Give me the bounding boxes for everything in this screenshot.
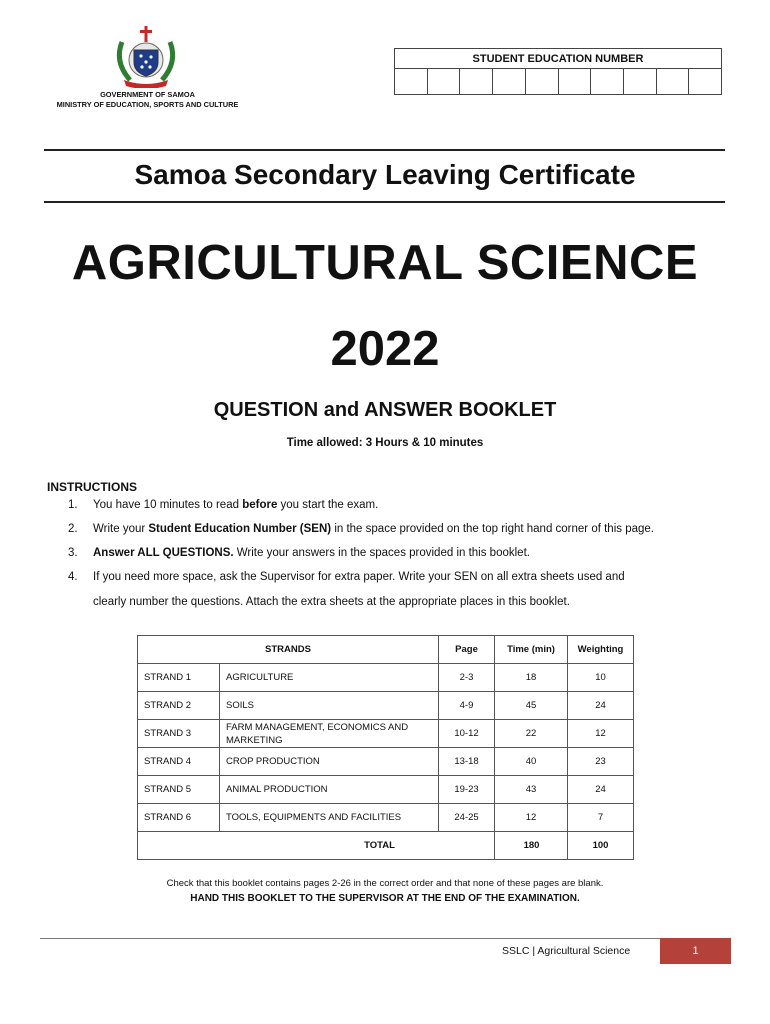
instructions-heading: INSTRUCTIONS bbox=[47, 480, 137, 494]
table-row bbox=[138, 720, 634, 748]
divider bbox=[44, 149, 725, 151]
strand-time: 45 bbox=[495, 692, 568, 720]
footer-label: SSLC | Agricultural Science bbox=[502, 945, 631, 957]
strand-time: 18 bbox=[495, 664, 568, 692]
instruction-text: Answer ALL QUESTIONS. Write your answers in the spaces provided in this booklet. bbox=[93, 547, 530, 559]
instruction-text-continued: clearly number the questions. Attach the extra sheets at the appropriate places in this booklet. bbox=[93, 596, 570, 608]
instruction-text: Write your Student Education Number (SEN) in the space provided on the top right hand corner of this page. bbox=[93, 523, 654, 535]
time-allowed: Time allowed: 3 Hours & 10 minutes bbox=[286, 437, 484, 449]
sen-digit-cell[interactable] bbox=[689, 69, 721, 94]
sen-digit-cell[interactable] bbox=[395, 69, 428, 94]
strand-time: 12 bbox=[495, 804, 568, 832]
strands-table bbox=[137, 635, 634, 860]
samoa-coat-of-arms-icon bbox=[110, 22, 182, 88]
ministry-name: MINISTRY OF EDUCATION, SPORTS AND CULTURE bbox=[56, 100, 239, 109]
strand-time: 43 bbox=[495, 776, 568, 804]
strand-page: 19-23 bbox=[439, 776, 495, 804]
strand-label: STRAND 3 bbox=[138, 720, 220, 748]
table-row bbox=[138, 804, 634, 832]
strand-name: ANIMAL PRODUCTION bbox=[220, 776, 439, 804]
sen-digit-cell[interactable] bbox=[624, 69, 657, 94]
strand-label: STRAND 2 bbox=[138, 692, 220, 720]
sen-digit-cell[interactable] bbox=[428, 69, 461, 94]
strand-label: STRAND 1 bbox=[138, 664, 220, 692]
footer-divider bbox=[40, 938, 730, 939]
hand-in-note: HAND THIS BOOKLET TO THE SUPERVISOR AT THE END OF THE EXAMINATION. bbox=[190, 893, 580, 904]
strand-name: AGRICULTURE bbox=[220, 664, 439, 692]
table-row bbox=[138, 692, 634, 720]
subject-title: AGRICULTURAL SCIENCE bbox=[71, 236, 699, 290]
strand-page: 4-9 bbox=[439, 692, 495, 720]
header-time: Time (min) bbox=[495, 636, 568, 664]
strand-name: CROP PRODUCTION bbox=[220, 748, 439, 776]
strand-label: STRAND 6 bbox=[138, 804, 220, 832]
sen-digit-cell[interactable] bbox=[493, 69, 526, 94]
strand-page: 13-18 bbox=[439, 748, 495, 776]
strand-time: 22 bbox=[495, 720, 568, 748]
strand-weighting: 10 bbox=[568, 664, 634, 692]
total-time: 180 bbox=[494, 832, 568, 860]
instruction-number: 1. bbox=[68, 499, 78, 511]
instruction-number: 3. bbox=[68, 547, 78, 559]
strand-name: FARM MANAGEMENT, ECONOMICS AND MARKETING bbox=[220, 720, 439, 748]
check-note: Check that this booklet contains pages 2-26 in the correct order and that none of these pages are blank. bbox=[166, 878, 604, 889]
strand-label: STRAND 5 bbox=[138, 776, 220, 804]
strand-label: STRAND 4 bbox=[138, 748, 220, 776]
strand-weighting: 24 bbox=[568, 776, 634, 804]
total-label: TOTAL bbox=[138, 832, 568, 860]
strand-time: 40 bbox=[495, 748, 568, 776]
instruction-text: You have 10 minutes to read before you start the exam. bbox=[93, 499, 379, 511]
sen-digit-cell[interactable] bbox=[526, 69, 559, 94]
strand-page: 24-25 bbox=[439, 804, 495, 832]
instruction-number: 2. bbox=[68, 523, 78, 535]
sen-digit-cell[interactable] bbox=[657, 69, 690, 94]
strand-weighting: 24 bbox=[568, 692, 634, 720]
strand-weighting: 23 bbox=[568, 748, 634, 776]
sen-digit-cell[interactable] bbox=[559, 69, 592, 94]
exam-year: 2022 bbox=[330, 322, 440, 376]
government-name: GOVERNMENT OF SAMOA bbox=[100, 90, 195, 99]
header-strands: STRANDS bbox=[138, 636, 439, 664]
page-number: 1 bbox=[660, 938, 731, 964]
booklet-title: QUESTION and ANSWER BOOKLET bbox=[213, 399, 557, 421]
strand-page: 10-12 bbox=[439, 720, 495, 748]
header-page: Page bbox=[439, 636, 495, 664]
strand-name: SOILS bbox=[220, 692, 439, 720]
table-row bbox=[138, 664, 634, 692]
total-weighting: 100 bbox=[568, 832, 634, 860]
sen-box bbox=[394, 48, 722, 95]
instruction-text: If you need more space, ask the Supervisor for extra paper. Write your SEN on all extra sheets used and bbox=[93, 571, 625, 583]
table-row bbox=[138, 748, 634, 776]
certificate-title: Samoa Secondary Leaving Certificate bbox=[134, 159, 636, 190]
sen-digit-cell[interactable] bbox=[591, 69, 624, 94]
strand-page: 2-3 bbox=[439, 664, 495, 692]
table-header-row bbox=[138, 636, 634, 664]
sen-digit-cell[interactable] bbox=[460, 69, 493, 94]
instruction-number: 4. bbox=[68, 571, 78, 583]
strand-weighting: 12 bbox=[568, 720, 634, 748]
divider bbox=[44, 201, 725, 203]
header-weighting: Weighting bbox=[568, 636, 634, 664]
sen-title: STUDENT EDUCATION NUMBER bbox=[395, 49, 721, 69]
strand-weighting: 7 bbox=[568, 804, 634, 832]
strand-name: TOOLS, EQUIPMENTS AND FACILITIES bbox=[220, 804, 439, 832]
table-row bbox=[138, 776, 634, 804]
